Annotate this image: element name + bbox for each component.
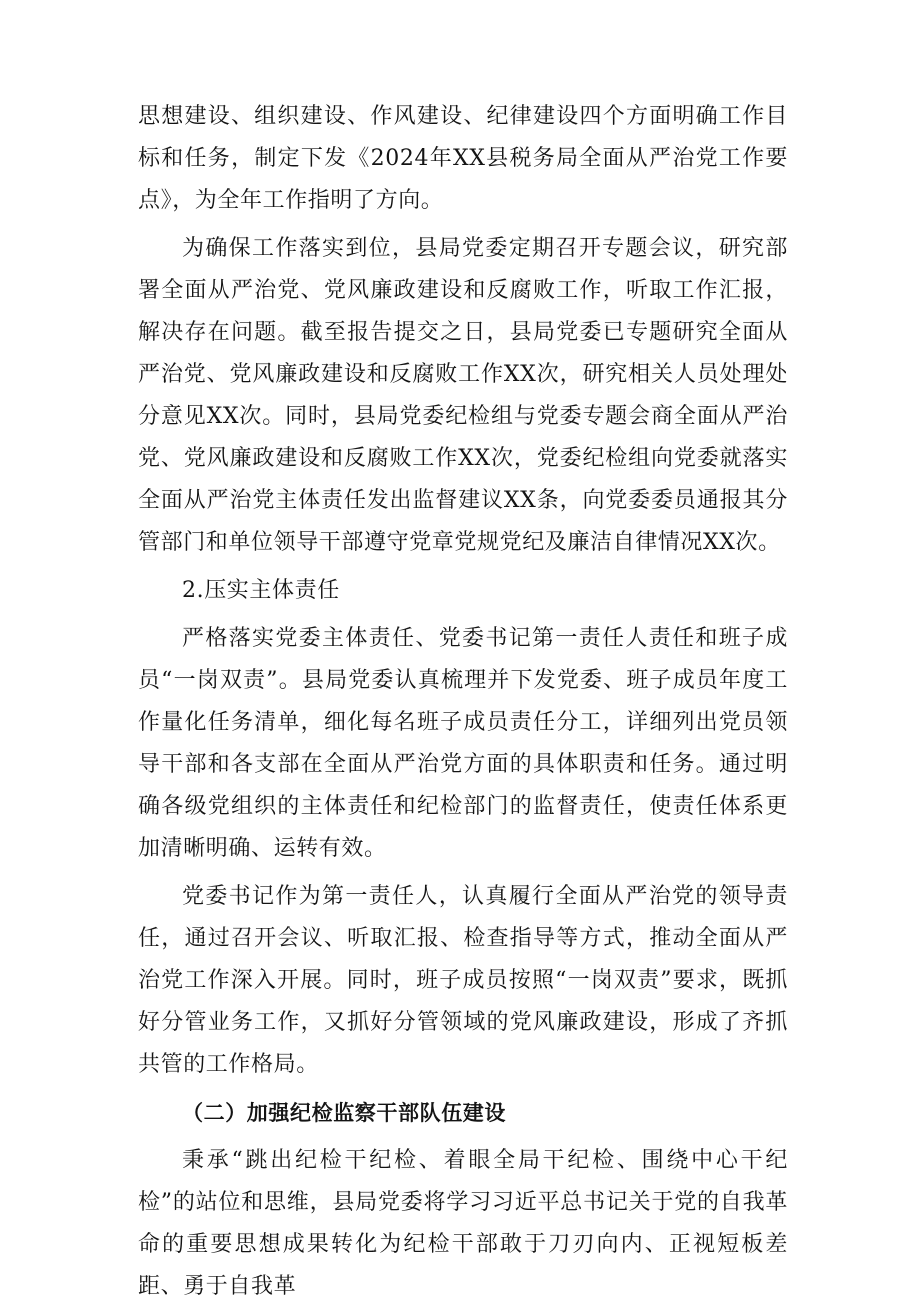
paragraph-responsibility: 严格落实党委主体责任、党委书记第一责任人责任和班子成员“一岗双责”。县局党委认真梳理并下发党委、班子成员年度工作量化任务清单，细化每名班子成员责任分工，详细列出党员领导干部和各支部在全面从严治党方面的具体职责和任务。通过明确各级党组织的主体责任和纪检部门的监督责任，使责任体系更加清晰明确、运转有效。 bbox=[138, 626, 788, 861]
paragraph-meetings: 为确保工作落实到位，县局党委定期召开专题会议，研究部署全面从严治党、党风廉政建设和反腐败工作，听取工作汇报，解决存在问题。截至报告提交之日，县局党委已专题研究全面从严治党、党风廉政建设和反腐败工作XX次，研究相关人员处理处分意见XX次。同时，县局党委纪检组与党委专题会商全面从严治党、党风廉政建设和反腐败工作XX次，党委纪检组向党委就落实全面从严治党主体责任发出监督建议XX条，向党委委员通报其分管部门和单位领导干部遵守党章党规党纪及廉洁自律情况XX次。 bbox=[138, 236, 788, 555]
section-heading-discipline-team: （二）加强纪检监察干部队伍建设 bbox=[182, 1101, 506, 1125]
section-heading-responsibility: 2.压实主体责任 bbox=[182, 578, 340, 603]
paragraph-discipline-team: 秉承“跳出纪检干纪检、着眼全局干纪检、围绕中心干纪检”的站位和思维，县局党委将学习习近平总书记关于党的自我革命的重要思想成果转化为纪检干部敢于刀刃向内、正视短板差距、勇于自我革 bbox=[138, 1148, 788, 1299]
paragraph-secretary: 党委书记作为第一责任人，认真履行全面从严治党的领导责任，通过召开会议、听取汇报、检查指导等方式，推动全面从严治党工作深入开展。同时，班子成员按照“一岗双责”要求，既抓好分管业务工作，又抓好分管领域的党风廉政建设，形成了齐抓共管的工作格局。 bbox=[138, 884, 788, 1077]
document-body bbox=[138, 96, 788, 1308]
paragraph-continued: 思想建设、组织建设、作风建设、纪律建设四个方面明确工作目标和任务，制定下发《2024年XX县税务局全面从严治党工作要点》，为全年工作指明了方向。 bbox=[138, 104, 788, 213]
